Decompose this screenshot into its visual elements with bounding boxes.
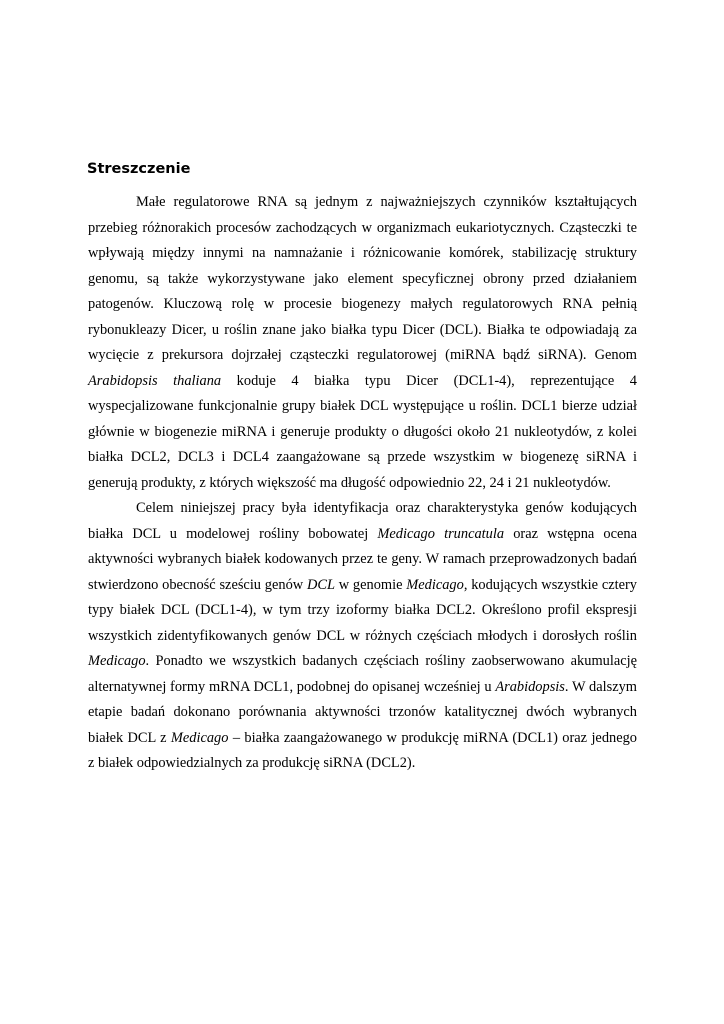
italic-term: Medicago	[88, 653, 146, 669]
italic-term: Medicago truncatula	[377, 525, 505, 542]
text-run: , kodujących wszystkie cztery typy białek DCL (DCL1-4), w tym trzy izoformy białka DCL2. Określono profil ekspresji wszystkich zidentyfikowanych genów DCL w różnych częściach młodych i dorosłych roślin	[88, 576, 637, 644]
italic-term: Medicago	[170, 729, 229, 746]
text-run: koduje 4 białka typu Dicer (DCL1-4), reprezentujące 4 wyspecjalizowane funkcjonalnie grupy białek DCL występujące u roślin. DCL1 bierze udział głównie w biogenezie miRNA i generuje produkty o długości około 21 nukleotydów, z kolei białka DCL2, DCL3 i DCL4 zaangażowane są przede wszystkim w biogenezę siRNA i generują produkty, z których większość ma długość odpowiednio 22, 24 i 21 nukleotydów.	[88, 372, 637, 491]
paragraph-1	[88, 190, 637, 496]
text-run: . W dalszym etapie badań dokonano porównania aktywności trzonów katalitycznej dwóch wybranych białek DCL z	[88, 678, 637, 746]
text-run: w genomie	[334, 576, 407, 593]
text-run: Małe regulatorowe RNA są jednym z najważniejszych czynników kształtujących przebieg różnorakich procesów zachodzących w organizmach eukariotycznych. Cząsteczki te wpływają między innymi na namnażanie i różnicowanie komórek, stabilizację struktury genomu, są także wykorzystywane jako element specyficznej obrony przed działaniem patogenów. Kluczową rolę w procesie biogenezy małych regulatorowych RNA pełnią rybonukleazy Dicer, u roślin znane jako białka typu Dicer (DCL). Białka te odpowiadają za wycięcie z prekursora dojrzałej cząsteczki regulatorowej (miRNA bądź siRNA). Genom	[88, 194, 637, 363]
section-heading: Streszczenie	[87, 161, 191, 177]
text-run: . Ponadto we wszystkich badanych częściach rośliny zaobserwowano akumulację alternatywnej formy mRNA DCL1, podobnej do opisanej wcześniej u	[88, 653, 637, 695]
text-run: Celem niniejszej pracy była identyfikacja oraz charakterystyka genów kodujących białka DCL u modelowej rośliny bobowatej	[88, 500, 637, 542]
italic-term: DCL	[306, 576, 335, 593]
abstract-body	[88, 190, 637, 777]
italic-term: Arabidopsis	[495, 678, 565, 695]
text-run: – białka zaangażowanego w produkcję miRNA (DCL1) oraz jednego z białek odpowiedzialnych za produkcję siRNA (DCL2).	[88, 729, 637, 771]
italic-term: Arabidopsis thaliana	[88, 372, 222, 389]
text-run: oraz wstępna ocena aktywności wybranych białek kodowanych przez te geny. W ramach przeprowadzonych badań stwierdzono obecność sześciu genów	[88, 525, 637, 593]
italic-term: Medicago	[406, 576, 464, 593]
paragraph-2	[88, 496, 637, 777]
